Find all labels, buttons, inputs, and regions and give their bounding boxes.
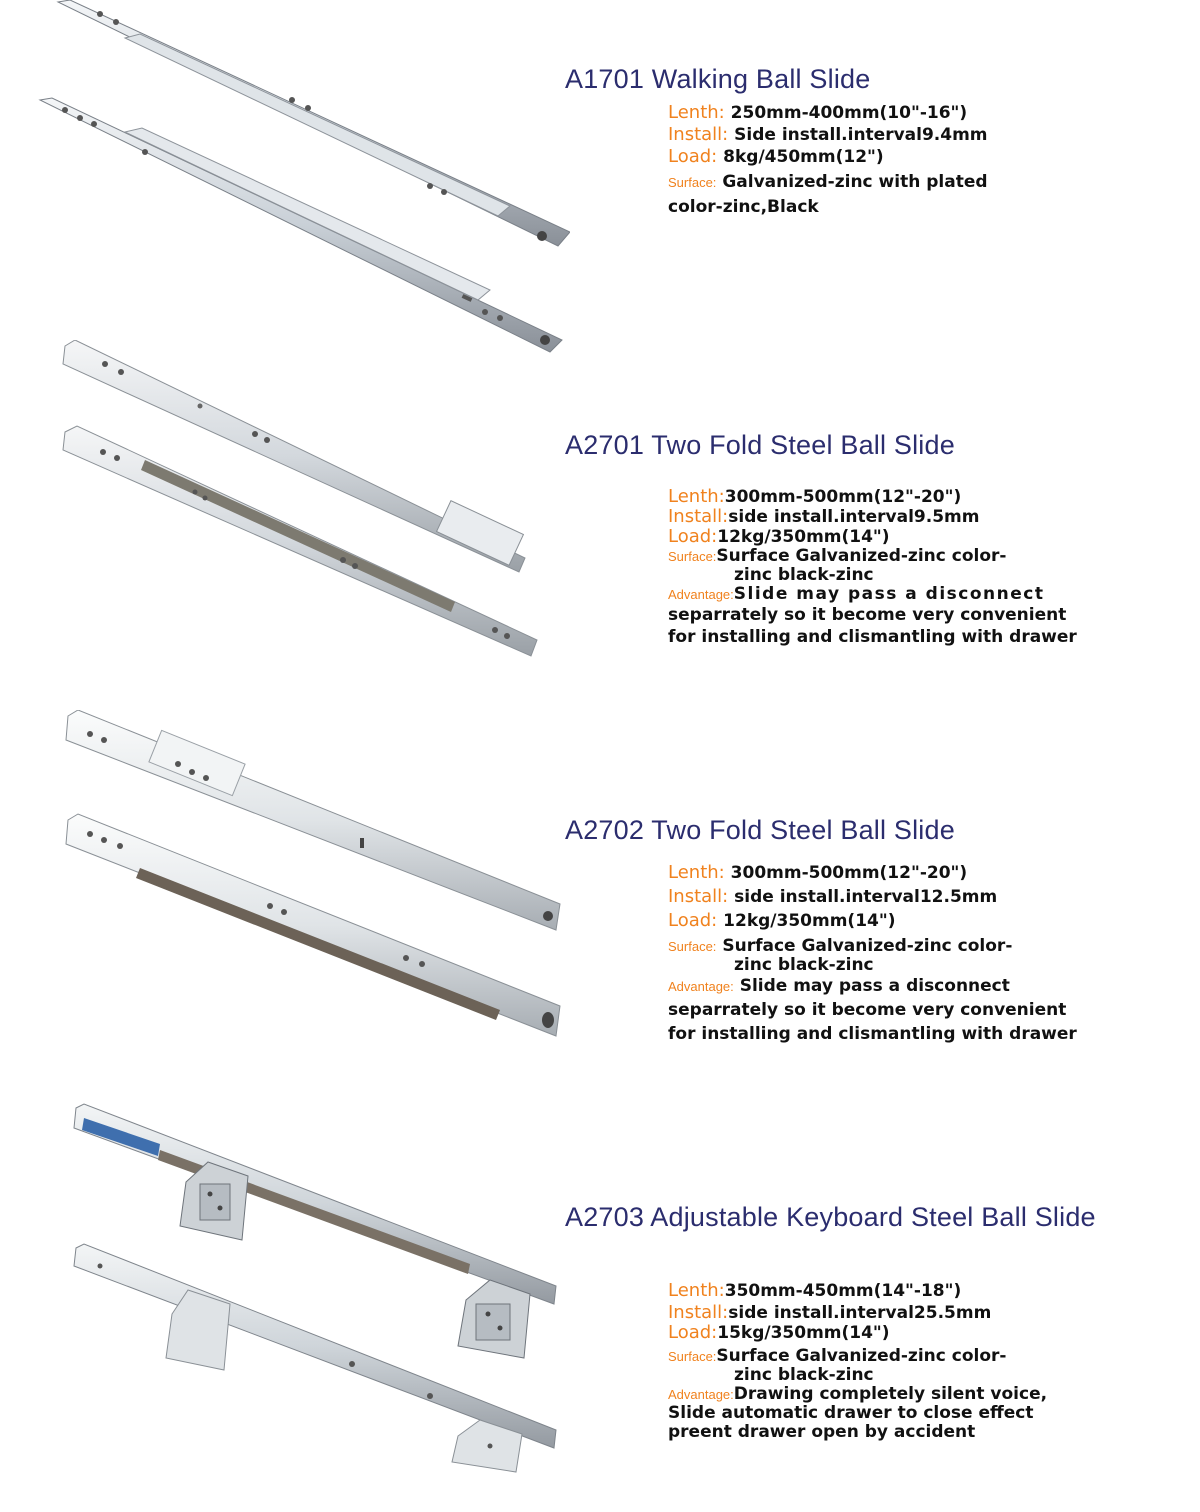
- spec-surface-cont: [668, 197, 1188, 218]
- a2702-title: A2702 Two Fold Steel Ball Slide: [565, 815, 955, 845]
- load-value: 12kg/350mm(14"): [723, 911, 896, 931]
- spec-surface-cont: [668, 566, 1188, 585]
- spec-advantage-3: [668, 626, 1188, 648]
- a2703-title: A2703 Adjustable Keyboard Steel Ball Slide: [565, 1202, 1096, 1232]
- length-label: Lenth:: [668, 102, 725, 123]
- spec-advantage: [668, 975, 1188, 998]
- length-value: 300mm-500mm(12"-20"): [730, 863, 968, 883]
- advantage-label: Advantage:: [668, 1387, 734, 1402]
- install-value: side install.interval9.5mm: [728, 507, 980, 527]
- a2701-slide-image: [55, 340, 545, 660]
- spec-advantage-3: [668, 1423, 1188, 1442]
- spec-length: [668, 487, 1188, 507]
- length-label: Lenth:: [668, 1280, 725, 1301]
- spec-advantage: [668, 1385, 1188, 1404]
- spec-surface: [668, 547, 1188, 566]
- spec-advantage-3: [668, 1022, 1188, 1046]
- surface-value-2: zinc black-zinc: [734, 955, 874, 975]
- surface-label: Surface:: [668, 1349, 717, 1364]
- surface-value-2: zinc black-zinc: [734, 1365, 874, 1385]
- spec-advantage: [668, 585, 1188, 604]
- advantage-label: Advantage:: [668, 979, 734, 994]
- a2703-slide-image: [70, 1100, 565, 1480]
- spec-advantage-2: [668, 1404, 1188, 1423]
- load-label: Load:: [668, 1322, 718, 1343]
- a2701-title: A2701 Two Fold Steel Ball Slide: [565, 430, 955, 460]
- advantage-value-1: Slide may pass a disconnect: [733, 584, 1045, 604]
- install-label: Install:: [668, 886, 729, 907]
- spec-load: [668, 146, 1188, 168]
- length-value: 350mm-450mm(14"-18"): [724, 1281, 962, 1301]
- advantage-label: Advantage:: [668, 587, 734, 602]
- length-label: Lenth:: [668, 862, 725, 883]
- load-value: 8kg/450mm(12"): [723, 147, 884, 167]
- surface-value-1: Surface Galvanized-zinc color-: [722, 936, 1013, 956]
- load-label: Load:: [668, 526, 718, 547]
- load-value: 15kg/350mm(14"): [717, 1323, 890, 1343]
- advantage-value-2: separrately so it become very convenient: [668, 605, 1067, 625]
- install-label: Install:: [668, 506, 729, 527]
- a2703-specs: [668, 1281, 1188, 1442]
- advantage-value-3: for installing and clismantling with drawer: [668, 1024, 1077, 1044]
- load-label: Load:: [668, 146, 718, 167]
- spec-install: [668, 507, 1188, 527]
- surface-label: Surface:: [668, 939, 717, 954]
- install-label: Install:: [668, 124, 729, 145]
- spec-install: [668, 124, 1188, 146]
- advantage-value-2: Slide automatic drawer to close effect: [668, 1403, 1034, 1423]
- spec-surface: [668, 172, 1188, 193]
- surface-label: Surface:: [668, 175, 717, 190]
- a2701-specs: [668, 487, 1188, 648]
- spec-length: [668, 1281, 1188, 1301]
- surface-value-1: Surface Galvanized-zinc color-: [716, 546, 1007, 566]
- surface-value-2: color-zinc,Black: [668, 197, 819, 217]
- spec-load: [668, 527, 1188, 547]
- surface-value-1: Galvanized-zinc with plated: [722, 172, 988, 192]
- surface-value-1: Surface Galvanized-zinc color-: [716, 1346, 1007, 1366]
- spec-length: [668, 102, 1188, 124]
- spec-load: [668, 1323, 1188, 1343]
- load-label: Load:: [668, 910, 718, 931]
- spec-advantage-2: [668, 998, 1188, 1022]
- a2702-specs: [668, 861, 1188, 1046]
- spec-advantage-2: [668, 604, 1188, 626]
- a2702-slide-image: [60, 710, 570, 1050]
- a1701-title: A1701 Walking Ball Slide: [565, 64, 871, 94]
- install-value: side install.interval25.5mm: [728, 1303, 992, 1323]
- a1701-slide-image: [30, 0, 570, 360]
- spec-load: [668, 909, 1188, 933]
- surface-value-2: zinc black-zinc: [734, 565, 874, 585]
- install-label: Install:: [668, 1302, 729, 1323]
- advantage-value-1: Slide may pass a disconnect: [739, 976, 1010, 996]
- spec-surface: [668, 937, 1188, 956]
- install-value: side install.interval12.5mm: [734, 887, 998, 907]
- advantage-value-3: preent drawer open by accident: [668, 1422, 976, 1442]
- load-value: 12kg/350mm(14"): [717, 527, 890, 547]
- a1701-specs: [668, 102, 1188, 218]
- length-label: Lenth:: [668, 486, 725, 507]
- spec-install: [668, 885, 1188, 909]
- advantage-value-1: Drawing completely silent voice,: [733, 1384, 1048, 1404]
- surface-label: Surface:: [668, 549, 717, 564]
- length-value: 300mm-500mm(12"-20"): [724, 487, 962, 507]
- advantage-value-2: separrately so it become very convenient: [668, 1000, 1067, 1020]
- length-value: 250mm-400mm(10"-16"): [730, 103, 968, 123]
- install-value: Side install.interval9.4mm: [734, 125, 988, 145]
- spec-length: [668, 861, 1188, 885]
- spec-surface-cont: [668, 956, 1188, 975]
- spec-install: [668, 1303, 1188, 1323]
- advantage-value-3: for installing and clismantling with drawer: [668, 627, 1077, 647]
- spec-surface-cont: [668, 1366, 1188, 1385]
- spec-surface: [668, 1347, 1188, 1366]
